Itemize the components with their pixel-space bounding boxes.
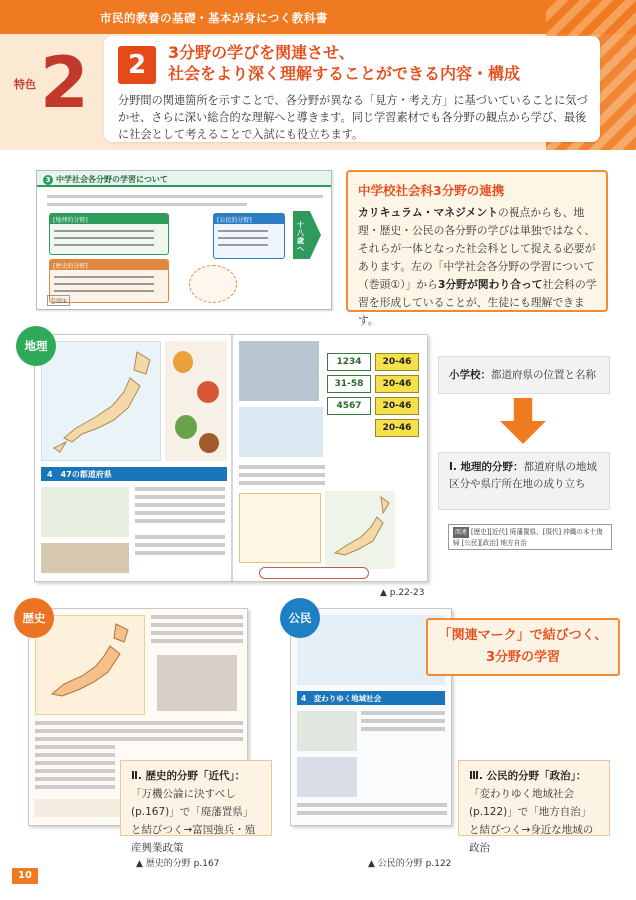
text-line xyxy=(361,719,445,723)
history-caption: ▲ 歴史的分野 p.167 xyxy=(136,859,220,869)
section-number: 2 xyxy=(118,46,156,84)
civics-tag: 公民 xyxy=(280,598,320,638)
flow-elementary xyxy=(438,356,610,394)
plate: 20-46 xyxy=(375,419,419,437)
civics-section-heading xyxy=(297,691,445,705)
text-line xyxy=(47,195,323,198)
mascot-figure xyxy=(175,415,197,439)
civics-explanation xyxy=(458,760,610,854)
history-explanation xyxy=(120,760,272,854)
section-title xyxy=(168,42,588,84)
text-line xyxy=(35,721,243,725)
text-line xyxy=(35,745,115,749)
japan-map-image xyxy=(41,341,161,461)
text-line xyxy=(135,503,225,507)
geo-section-number: 4 xyxy=(47,470,53,479)
text-line xyxy=(135,519,225,523)
text-line xyxy=(135,551,225,555)
text-line xyxy=(239,473,325,477)
intro-caption-tag: 巻頭① xyxy=(47,295,70,306)
related-tag: 関連 xyxy=(455,529,468,536)
geography-textbook-spread xyxy=(34,334,428,582)
text-line xyxy=(35,785,115,789)
flow-b-text: 都道府県の地域区分や県庁所在地の成り立ち xyxy=(449,461,598,490)
mascot-figure xyxy=(173,351,193,373)
flow-a-text: 都道府県の位置と名称 xyxy=(491,369,596,381)
text-line xyxy=(151,623,243,627)
related-note-text: [歴史][近代] 廃藩置県、[現代] 沖縄の本土復帰 [公民][政治] 地方自治 xyxy=(453,528,603,547)
plate: 31-58 xyxy=(327,375,371,393)
history-field-caption: [歴史的分野] xyxy=(50,260,168,270)
feature-number-block xyxy=(0,34,100,150)
mascot-figure xyxy=(199,433,219,453)
section-body: 分野間の関連箇所を示すことで、各分野が異なる「見方・考え方」に基づいていることに気づかせ、さらに深い総合的な理解へと導きます。同じ学習素材でも各分野の観点から学び、最後に社会として考えることで入試にも役立ちます。 xyxy=(118,94,588,141)
geography-tag: 地理 xyxy=(16,326,56,366)
feature-label: 特色 xyxy=(14,78,36,91)
license-plates xyxy=(327,353,423,473)
renkei-text-2: ）」から xyxy=(400,278,438,291)
text-line xyxy=(54,276,154,278)
text-line xyxy=(361,727,445,731)
geo-section-heading xyxy=(41,467,227,481)
photo-ruins xyxy=(41,543,129,573)
history-expl-text: 「万機公論に決すべし(p.167)」で「廃藩置県」と結びつく→富国強兵・殖産興業政策 xyxy=(131,788,256,854)
geography-caption: ▲ p.22-23 xyxy=(380,588,425,598)
text-line xyxy=(35,753,115,757)
renkei-circled: ① xyxy=(390,278,401,291)
header-card xyxy=(104,36,600,142)
small-japan-map xyxy=(325,491,395,569)
renkei-text-3: 社会科の学習を形成していることが、生徒にも理解できます。 xyxy=(358,278,597,327)
photo-street xyxy=(239,341,319,401)
text-line xyxy=(218,230,268,232)
civics-field-caption: [公民的分野] xyxy=(214,214,284,224)
page-number: 10 xyxy=(12,868,38,884)
text-line xyxy=(35,737,243,741)
text-line xyxy=(135,487,225,491)
geo-field-caption: [地理的分野] xyxy=(50,214,168,224)
text-line xyxy=(151,639,243,643)
text-line xyxy=(135,511,225,515)
photo-castle xyxy=(41,487,129,537)
text-line xyxy=(54,230,154,232)
section-title-line1: 3分野の学びを関連させ、 xyxy=(168,43,355,62)
text-line xyxy=(47,203,247,206)
domain-map-shape xyxy=(36,616,146,716)
text-line xyxy=(35,777,115,781)
renkei-text-1: の視点からも、地理・歴史・公民の各分野の学びは単独ではなく、それらが一体となった社会科として捉える必要があります。左の「中学社会各分野の学習について（巻頭 xyxy=(358,206,596,291)
history-expl-label: Ⅱ. 歴史的分野「近代」： xyxy=(131,770,246,782)
text-line xyxy=(218,244,268,246)
text-line xyxy=(239,465,325,469)
civics-caption: ▲ 公民的分野 p.122 xyxy=(368,859,452,869)
book-spine xyxy=(231,335,233,581)
mascot-photos xyxy=(165,341,227,461)
intro-circle-note xyxy=(189,265,237,303)
flow-a-label: 小学校： xyxy=(449,369,491,381)
text-line xyxy=(151,631,243,635)
plate: 20-46 xyxy=(375,375,419,393)
text-line xyxy=(135,543,225,547)
plate: 1234 xyxy=(327,353,371,371)
text-line xyxy=(218,237,268,239)
civics-section-number: 4 xyxy=(301,694,307,703)
flow-b-label: Ⅰ. 地理的分野： xyxy=(449,461,524,473)
section-title-line2: 社会をより深く理解することができる内容・構成 xyxy=(168,64,521,83)
japan-map-shape xyxy=(42,342,162,462)
activity-box xyxy=(239,493,321,563)
series-title: 市民的教養の基礎・基本が身につく教科書 xyxy=(100,11,328,25)
geo-section-title: 47の都道府県 xyxy=(60,470,112,479)
civics-expl-label: Ⅲ. 公民的分野「政治」： xyxy=(469,770,587,782)
photo-festival xyxy=(239,407,323,457)
text-line xyxy=(297,803,447,807)
renkei-body xyxy=(358,204,602,330)
renkei-bold-1: カリキュラム・マネジメント xyxy=(358,206,498,219)
text-line xyxy=(151,615,243,619)
civics-chart-image xyxy=(297,615,445,685)
text-line xyxy=(239,481,325,485)
civics-section-title: 変わりゆく地域社会 xyxy=(313,694,382,703)
arrow-text: 十八歳へ xyxy=(297,221,304,253)
related-note xyxy=(448,524,612,550)
text-line xyxy=(54,237,154,239)
text-line xyxy=(135,495,225,499)
text-line xyxy=(35,769,115,773)
callout-line1: 「関連マーク」で結びつく、 xyxy=(438,628,608,643)
text-line xyxy=(297,811,447,815)
renkei-title: 中学校社会科3分野の連携 xyxy=(358,183,505,198)
related-mark-callout xyxy=(426,618,620,676)
photo-meeting xyxy=(297,757,357,797)
intro-heading-text: 中学社会各分野の学習について xyxy=(56,175,168,184)
callout-line2: 3分野の学習 xyxy=(485,650,561,665)
text-line xyxy=(35,761,115,765)
intro-page-heading xyxy=(37,171,331,187)
photo-community xyxy=(297,711,357,751)
intro-circle-number: 3 xyxy=(43,175,53,185)
text-line xyxy=(135,535,225,539)
related-mark-highlight xyxy=(259,567,369,579)
civics-field-box xyxy=(213,213,285,259)
renkei-box xyxy=(346,170,608,327)
geo-field-box xyxy=(49,213,169,255)
feature-header xyxy=(0,0,636,150)
civics-expl-text: 「変わりゆく地域社会(p.122)」で「地方自治」と結びつく→身近な地域の政治 xyxy=(469,788,594,854)
text-line xyxy=(54,244,154,246)
photo-historic xyxy=(157,655,237,711)
text-line xyxy=(54,283,154,285)
flow-geography xyxy=(438,452,610,510)
plate: 20-46 xyxy=(375,353,419,371)
text-line xyxy=(54,290,154,292)
plate: 20-46 xyxy=(375,397,419,415)
intro-page-image xyxy=(36,170,332,310)
text-line xyxy=(35,729,243,733)
small-japan-map-shape xyxy=(325,491,395,569)
feature-number: 2 xyxy=(40,42,89,124)
history-tag: 歴史 xyxy=(14,598,54,638)
text-line xyxy=(361,711,445,715)
down-arrow-icon xyxy=(500,398,546,444)
domain-map-image xyxy=(35,615,145,715)
mascot-figure xyxy=(197,381,219,403)
plate: 4567 xyxy=(327,397,371,415)
renkei-bold-2: 3分野が関わり合って xyxy=(437,278,543,291)
